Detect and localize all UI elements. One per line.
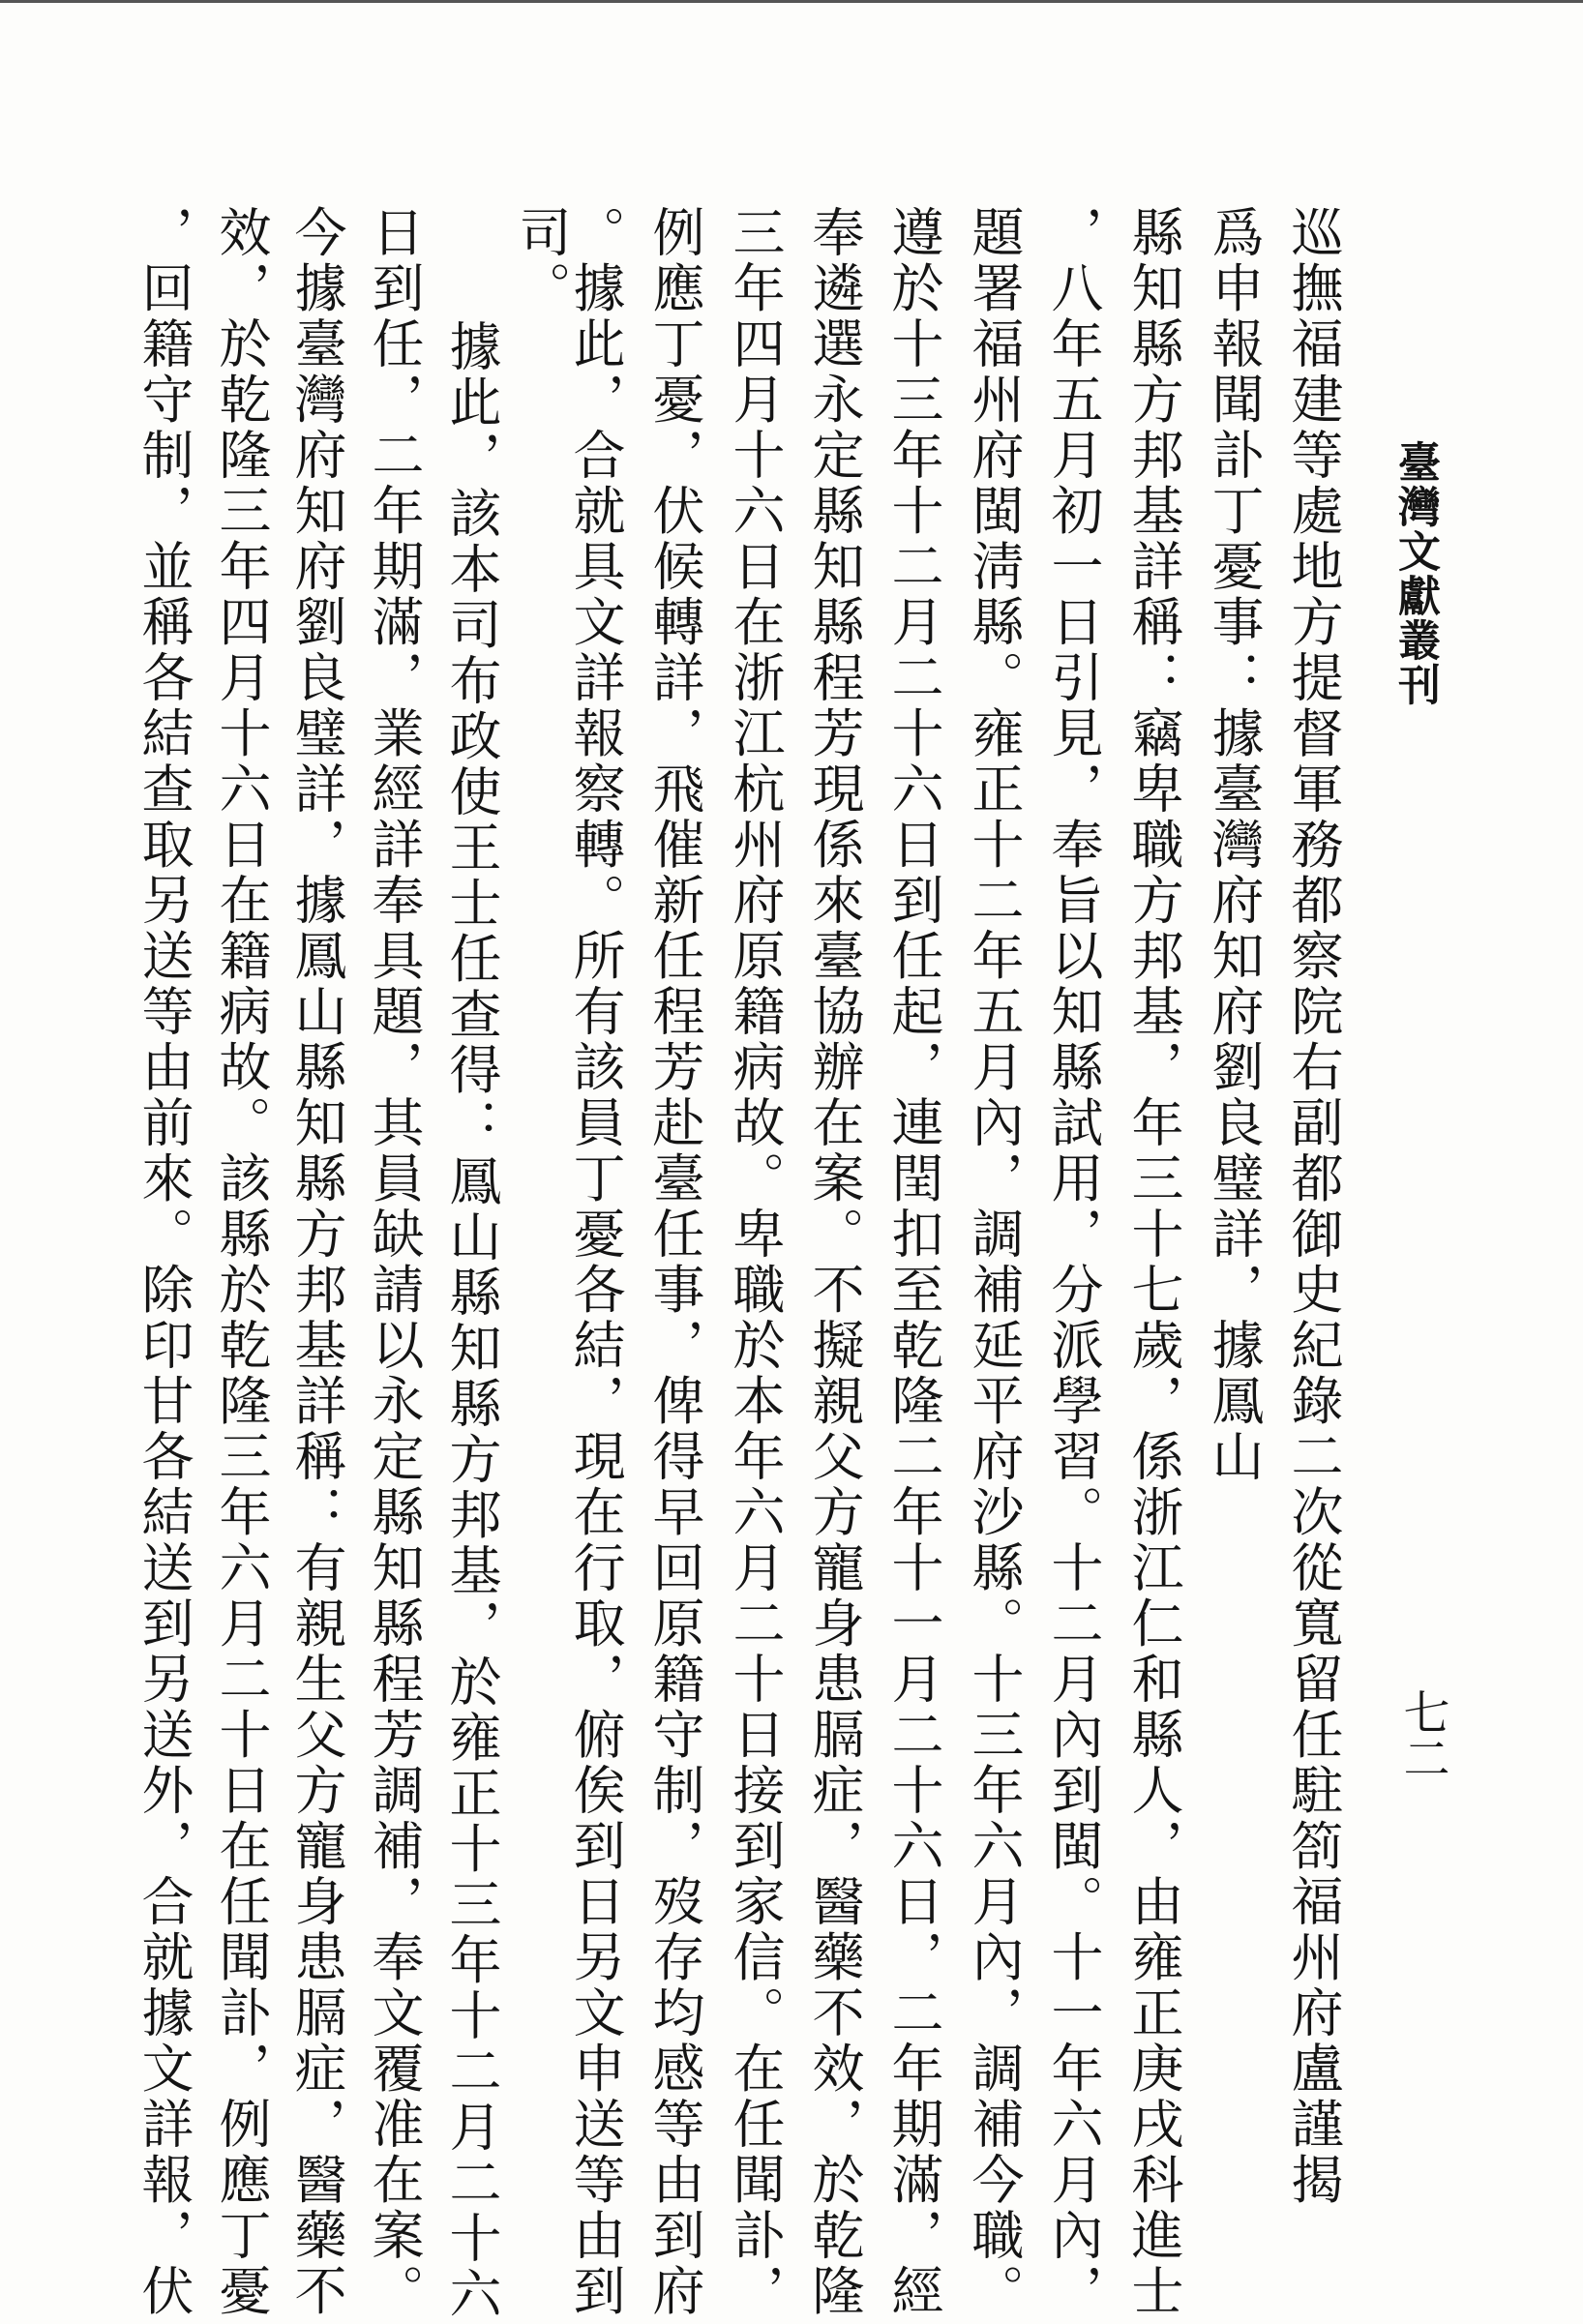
text-column-14: 今據臺灣府知府劉良璧詳，據鳳山縣知縣方邦基詳稱：有親生父方寵身患膈症，醫藥不 [286,205,347,2319]
text-column-2: 爲申報聞訃丁憂事：據臺灣府知府劉良璧詳，據鳳山 [1204,205,1265,1485]
running-title: 臺灣文獻叢刊 [1390,440,1440,707]
text-column-1: 巡撫福建等處地方提督軍務都察院右副都御史紀錄二次從寬留任駐箚福州府盧謹揭 [1283,205,1344,2208]
text-column-4: ，八年五月初一日引見，奉旨以知縣試用，分派學習。十二月內到閩。十一年六月內， [1043,205,1104,2319]
text-column-3: 縣知縣方邦基詳稱：竊卑職方邦基，年三十七歲，係浙江仁和縣人，由雍正庚戌科進士 [1123,205,1184,2319]
text-column-6: 遵於十三年十二月二十六日到任起，連閏扣至乾隆二年十一月二十六日，二年期滿，經 [883,205,944,2319]
text-column-13: 日到任，二年期滿，業經詳奉具題，其員缺請以永定縣知縣程芳調補，奉文覆准在案。 [364,205,425,2319]
text-column-5: 題署福州府閩淸縣。雍正十二年五月內，調補延平府沙縣。十三年六月內，調補今職。 [964,205,1025,2319]
text-column-11: 司。 [511,205,572,316]
text-column-7: 奉遴選永定縣知縣程芳現係來臺協辦在案。不擬親父方寵身患膈症，醫藥不效，於乾隆 [804,205,865,2319]
text-column-8: 三年四月十六日在浙江杭州府原籍病故。卑職於本年六月二十日接到家信。在任聞訃， [725,205,786,2319]
top-border-line [0,0,1583,3]
text-column-15: 效，於乾隆三年四月十六日在籍病故。該縣於乾隆三年六月二十日在任聞訃，例應丁憂 [211,205,272,2319]
text-column-9: 例應丁憂，伏候轉詳，飛催新任程芳赴臺任事，俾得早回原籍守制，歿存均感等由到府 [644,205,705,2319]
text-column-12: 據此，該本司布政使王士任查得：鳳山縣知縣方邦基，於雍正十三年十二月二十六 [441,319,502,2322]
text-column-10: 。據此，合就具文詳報察轉。所有該員丁憂各結，現在行取，俯俟到日另文申送等由到 [565,205,626,2319]
page-number: 七二 [1395,1688,1449,1781]
text-column-16: ，回籍守制，並稱各結查取另送等由前來。除印甘各結送到另送外，合就據文詳報，伏 [134,205,194,2319]
